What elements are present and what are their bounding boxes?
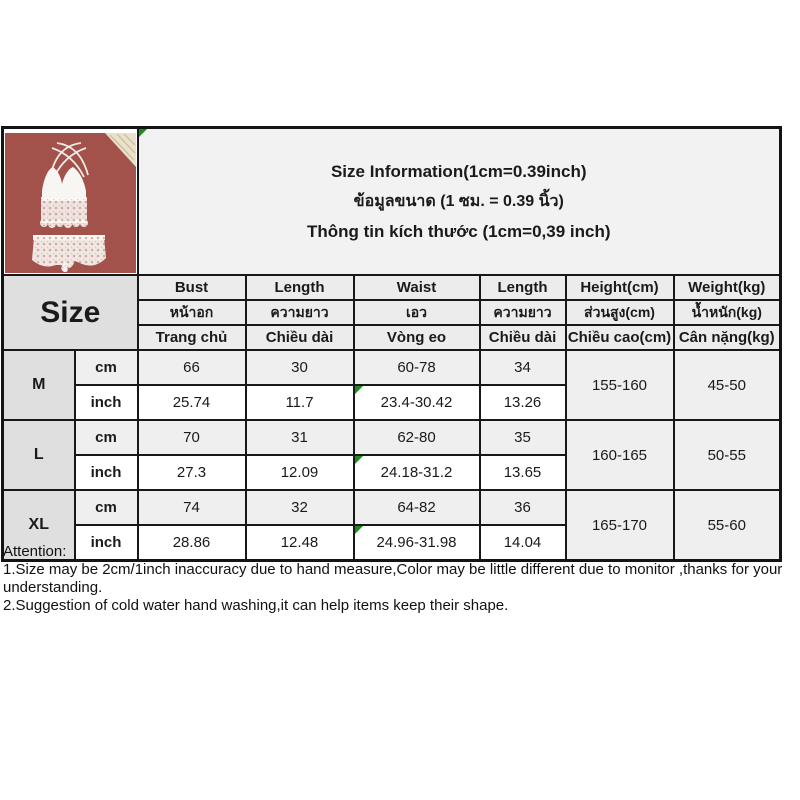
comment-marker-icon [139, 129, 147, 137]
unit-inch-label: inch [75, 455, 138, 490]
product-photo [5, 133, 136, 273]
m-waist-inch [354, 385, 480, 420]
col-header-waist-th: เอว [354, 300, 480, 325]
col-header-bust-th: หน้าอก [138, 300, 246, 325]
size-information-title-cell [138, 128, 781, 276]
col-header-length2-th: ความยาว [480, 300, 566, 325]
col-header-height-vi: Chiều cao(cm) [566, 325, 674, 350]
col-header-length1-vi: Chiều dài [246, 325, 354, 350]
product-photo-cell [3, 128, 138, 276]
size-table [1, 126, 782, 562]
col-header-weight-th: น้ำหนัก(kg) [674, 300, 781, 325]
xl-length2-cm: 36 [480, 490, 566, 525]
xl-waist-inch-value: 24.96-31.98 [376, 534, 457, 551]
attention-line-2: 2.Suggestion of cold water hand washing,it can help items keep their shape. [3, 597, 509, 614]
m-bust-cm: 66 [138, 350, 246, 385]
unit-cm-label: cm [75, 350, 138, 385]
l-weight-range: 50-55 [674, 420, 781, 490]
xl-weight-range: 55-60 [674, 490, 781, 561]
xl-length1-cm: 32 [246, 490, 354, 525]
attention-line-1: 1.Size may be 2cm/1inch inaccuracy due to hand measure,Color may be little different due to monitor ,thanks for your understanding. [3, 561, 783, 596]
col-header-length1-en: Length [246, 275, 354, 300]
col-header-bust-en: Bust [138, 275, 246, 300]
m-length2-inch: 13.26 [480, 385, 566, 420]
col-header-bust-vi: Trang chủ [138, 325, 246, 350]
unit-inch-label: inch [75, 385, 138, 420]
xl-bust-cm: 74 [138, 490, 246, 525]
l-waist-inch-value: 24.18-31.2 [380, 464, 453, 481]
m-waist-cm: 60-78 [354, 350, 480, 385]
unit-inch-label: inch [75, 525, 138, 561]
unit-cm-label: cm [75, 490, 138, 525]
m-bust-inch: 25.74 [138, 385, 246, 420]
title-thai: ข้อมูลขนาด (1 ซม. = 0.39 นิ้ว) [353, 192, 564, 210]
l-length1-cm: 31 [246, 420, 354, 455]
l-waist-cm: 62-80 [354, 420, 480, 455]
row-xl-cm [3, 490, 781, 525]
col-header-weight-en: Weight(kg) [674, 275, 781, 300]
attention-heading: Attention: [3, 543, 67, 560]
col-header-height-th: ส่วนสูง(cm) [566, 300, 674, 325]
size-m-label: M [3, 350, 75, 420]
xl-height-range: 165-170 [566, 490, 674, 561]
m-waist-inch-value: 23.4-30.42 [380, 394, 453, 411]
l-waist-inch [354, 455, 480, 490]
row-l-cm [3, 420, 781, 455]
xl-waist-cm: 64-82 [354, 490, 480, 525]
m-height-range: 155-160 [566, 350, 674, 420]
size-xl-label: XL [3, 490, 75, 561]
l-length2-inch: 13.65 [480, 455, 566, 490]
title-english: Size Information(1cm=0.39inch) [330, 161, 587, 181]
m-weight-range: 45-50 [674, 350, 781, 420]
col-header-waist-en: Waist [354, 275, 480, 300]
col-header-length2-en: Length [480, 275, 566, 300]
comment-marker-icon [355, 526, 363, 534]
col-header-height-en: Height(cm) [566, 275, 674, 300]
l-bust-cm: 70 [138, 420, 246, 455]
l-length2-cm: 35 [480, 420, 566, 455]
comment-marker-icon [355, 456, 363, 464]
header-row-english [3, 275, 781, 300]
l-height-range: 160-165 [566, 420, 674, 490]
unit-cm-label: cm [75, 420, 138, 455]
l-length1-inch: 12.09 [246, 455, 354, 490]
title-vietnamese: Thông tin kích thước (1cm=0,39 inch) [306, 221, 611, 241]
l-bust-inch: 27.3 [138, 455, 246, 490]
m-length1-cm: 30 [246, 350, 354, 385]
xl-length2-inch: 14.04 [480, 525, 566, 561]
comment-marker-icon [355, 386, 363, 394]
m-length1-inch: 11.7 [246, 385, 354, 420]
col-header-weight-vi: Cân nặng(kg) [674, 325, 781, 350]
m-length2-cm: 34 [480, 350, 566, 385]
attention-notes [3, 543, 797, 615]
col-header-length2-vi: Chiều dài [480, 325, 566, 350]
photo-title-row [3, 128, 781, 276]
row-m-cm [3, 350, 781, 385]
size-header: Size [3, 275, 138, 350]
xl-bust-inch: 28.86 [138, 525, 246, 561]
xl-length1-inch: 12.48 [246, 525, 354, 561]
col-header-length1-th: ความยาว [246, 300, 354, 325]
size-l-label: L [3, 420, 75, 490]
col-header-waist-vi: Vòng eo [354, 325, 480, 350]
